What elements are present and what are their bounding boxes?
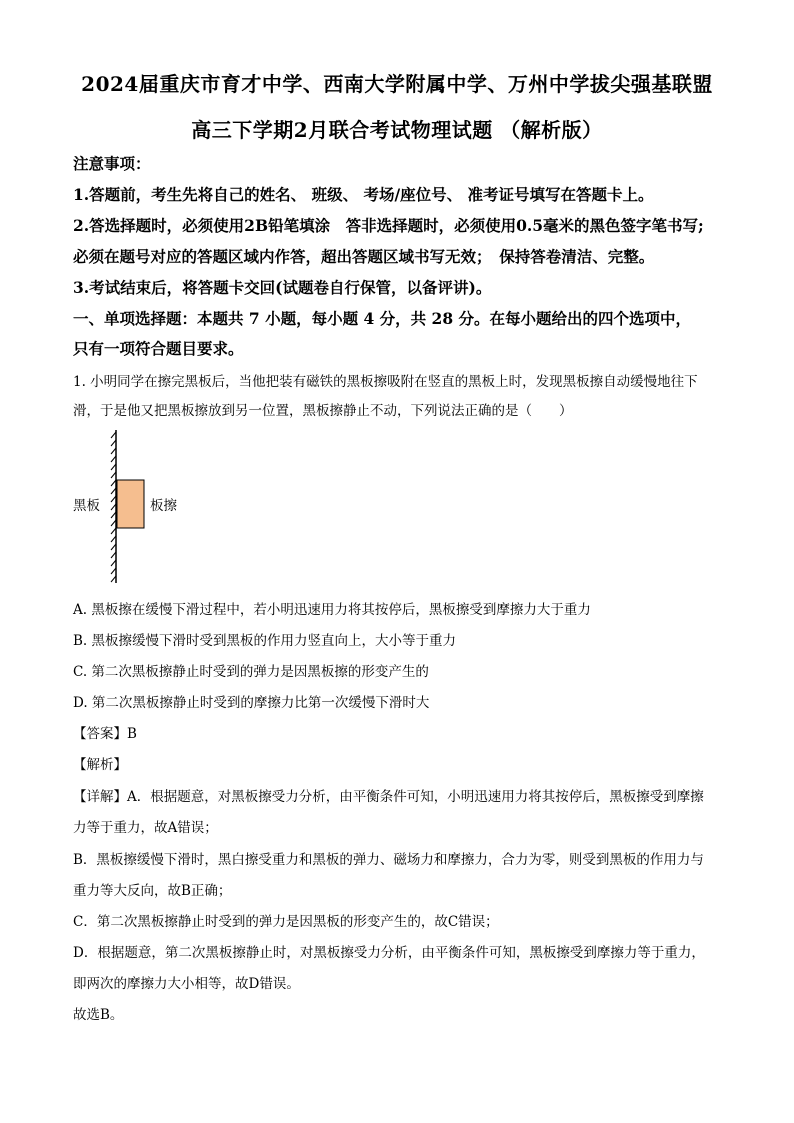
analysis-line-8: 故选B。 <box>73 1007 124 1023</box>
analysis-line-1: 【详解】A．根据题意，对黑板擦受力分析，由平衡条件可知，小明迅速用力将其按停后，黑板擦受到摩擦 <box>73 789 704 805</box>
analysis-line-5: C．第二次黑板擦静止时受到的弹力是因黑板的形变产生的，故C错误； <box>73 914 499 930</box>
question-stem-line1: 1. 小明同学在擦完黑板后，当他把装有磁铁的黑板擦吸附在竖直的黑板上时，发现黑板擦自动缓慢地往下 <box>73 374 698 390</box>
section-heading-line2: 只有一项符合题目要求。 <box>73 339 244 358</box>
notice-item-2-cont: 必须在题号对应的答题区域内作答，超出答题区域书写无效； 保持答卷清洁、完整。 <box>73 247 655 266</box>
answer: 【答案】B <box>73 726 137 742</box>
exam-title-line1: 2024届重庆市育才中学、西南大学附属中学、万州中学拔尖强基联盟 <box>81 72 713 96</box>
analysis-heading: 【解析】 <box>73 757 127 773</box>
board-label: 黑板 <box>73 498 100 514</box>
notice-item-1: 1.答题前，考生先将自己的姓名、 班级、 考场/座位号、 准考证号填写在答题卡上。 <box>73 185 654 204</box>
option-b: B. 黑板擦缓慢下滑时受到黑板的作用力竖直向上，大小等于重力 <box>73 633 457 649</box>
analysis-line-6: D．根据题意，第二次黑板擦静止时，对黑板擦受力分析，由平衡条件可知，黑板擦受到摩擦力等于重力， <box>73 945 705 961</box>
option-d: D. 第二次黑板擦静止时受到的摩擦力比第一次缓慢下滑时大 <box>73 695 430 711</box>
notice-heading: 注意事项： <box>73 154 151 173</box>
analysis-line-3: B．黑板擦缓慢下滑时，黑白擦受重力和黑板的弹力、磁场力和摩擦力，合力为零，则受到黑板的作用力与 <box>73 852 704 868</box>
notice-item-3: 3.考试结束后，将答题卡交回(试题卷自行保管，以备评讲)。 <box>73 278 492 297</box>
analysis-line-4: 重力等大反向，故B正确； <box>73 883 232 899</box>
exam-title-line2: 高三下学期2月联合考试物理试题 （解析版） <box>191 118 603 142</box>
option-a: A. 黑板擦在缓慢下滑过程中，若小明迅速用力将其按停后，黑板擦受到摩擦力大于重力 <box>73 602 591 618</box>
eraser-label: 板擦 <box>150 498 177 514</box>
question-stem-line2: 滑，于是他又把黑板擦放到另一位置，黑板擦静止不动，下列说法正确的是（ ） <box>73 403 573 419</box>
option-c: C. 第二次黑板擦静止时受到的弹力是因黑板擦的形变产生的 <box>73 664 429 680</box>
section-heading-line1: 一、单项选择题：本题共 7 小题，每小题 4 分，共 28 分。在每小题给出的四个选项中， <box>73 309 692 328</box>
analysis-line-7: 即两次的摩擦力大小相等，故D错误。 <box>73 976 300 992</box>
board-hatching <box>111 430 116 583</box>
analysis-line-2: 力等于重力，故A错误； <box>73 820 218 836</box>
eraser-block <box>117 480 144 528</box>
board-eraser-figure <box>70 430 190 585</box>
notice-item-2: 2.答选择题时，必须使用2B铅笔填涂 答非选择题时，必须使用0.5毫米的黑色签字笔书写; <box>73 216 704 235</box>
